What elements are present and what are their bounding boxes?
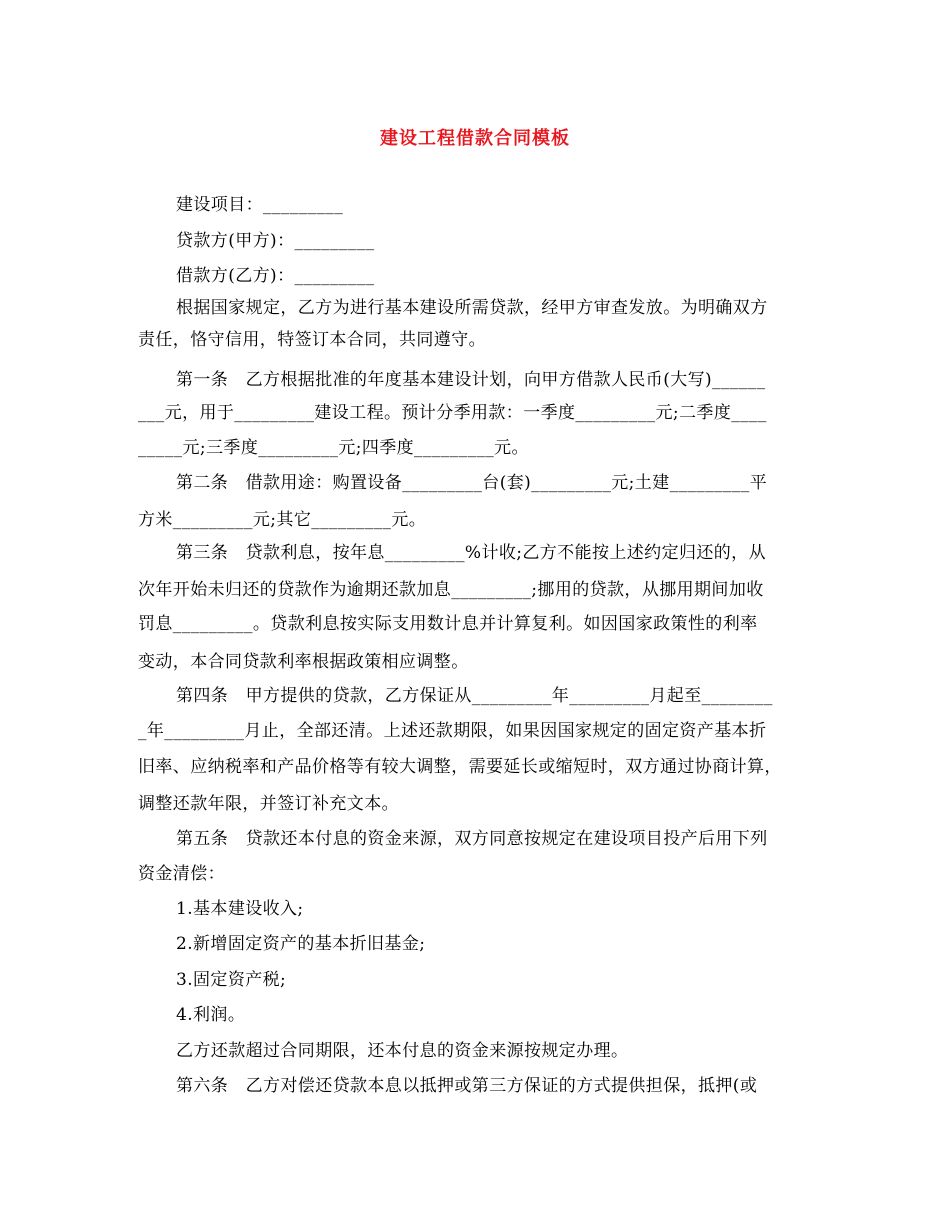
article-4-line-4: 调整还款年限，并签订补充文本。 [138,794,399,814]
header-borrower: 借款方(乙方)：_________ [176,266,375,286]
article-3-line-2: 次年开始未归还的贷款作为逾期还款加息_________;挪用的贷款，从挪用期间加收 [138,580,764,600]
document-title: 建设工程借款合同模板 [380,128,570,149]
article-5-line-2: 资金清偿： [138,864,225,884]
article-1-line-3: _____元;三季度_________元;四季度_________元。 [138,438,529,458]
article-2-line-1: 第二条 借款用途：购置设备_________台(套)_________元;土建_________平 [176,473,768,493]
article-6-line-1: 第六条 乙方对偿还贷款本息以抵押或第三方保证的方式提供担保，抵押(或 [176,1076,758,1096]
article-5-item-4: 4.利润。 [176,1005,246,1025]
article-3-line-1: 第三条 贷款利息，按年息_________%计收;乙方不能按上述约定归还的，从 [176,543,766,563]
article-3-line-4: 变动，本合同贷款利率根据政策相应调整。 [138,652,469,672]
article-1-line-1: 第一条 乙方根据批准的年度基本建设计划，向甲方借款人民币(大写)______ [176,370,766,390]
article-1-line-2: ___元，用于_________建设工程。预计分季用款：一季度_________元;二季度____ [138,403,767,423]
article-5-item-2: 2.新增固定资产的基本折旧基金; [176,934,426,954]
article-4-line-2: _年_________月止，全部还清。上述还款期限，如果因国家规定的固定资产基本折 [138,721,767,741]
header-project: 建设项目：_________ [176,195,344,215]
article-5-item-3: 3.固定资产税; [176,970,287,990]
article-5-line-1: 第五条 贷款还本付息的资金来源，双方同意按规定在建设项目投产后用下列 [176,829,768,849]
article-5-note: 乙方还款超过合同期限，还本付息的资金来源按规定办理。 [176,1041,629,1061]
preamble-line-1: 根据国家规定，乙方为进行基本建设所需贷款，经甲方审查发放。为明确双方 [176,298,768,318]
preamble-line-2: 责任，恪守信用，特签订本合同，共同遵守。 [138,330,486,350]
header-lender: 贷款方(甲方)：_________ [176,231,375,251]
article-5-item-1: 1.基本建设收入; [176,899,304,919]
article-4-line-3: 旧率、应纳税率和产品价格等有较大调整，需要延长或缩短时，双方通过协商计算， [138,757,782,777]
article-3-line-3: 罚息_________。贷款利息按实际支用数计息并计算复利。如因国家政策性的利率 [138,614,758,634]
article-2-line-2: 方米_________元;其它_________元。 [138,510,427,530]
article-4-line-1: 第四条 甲方提供的贷款，乙方保证从_________年_________月起至________ [176,686,773,706]
